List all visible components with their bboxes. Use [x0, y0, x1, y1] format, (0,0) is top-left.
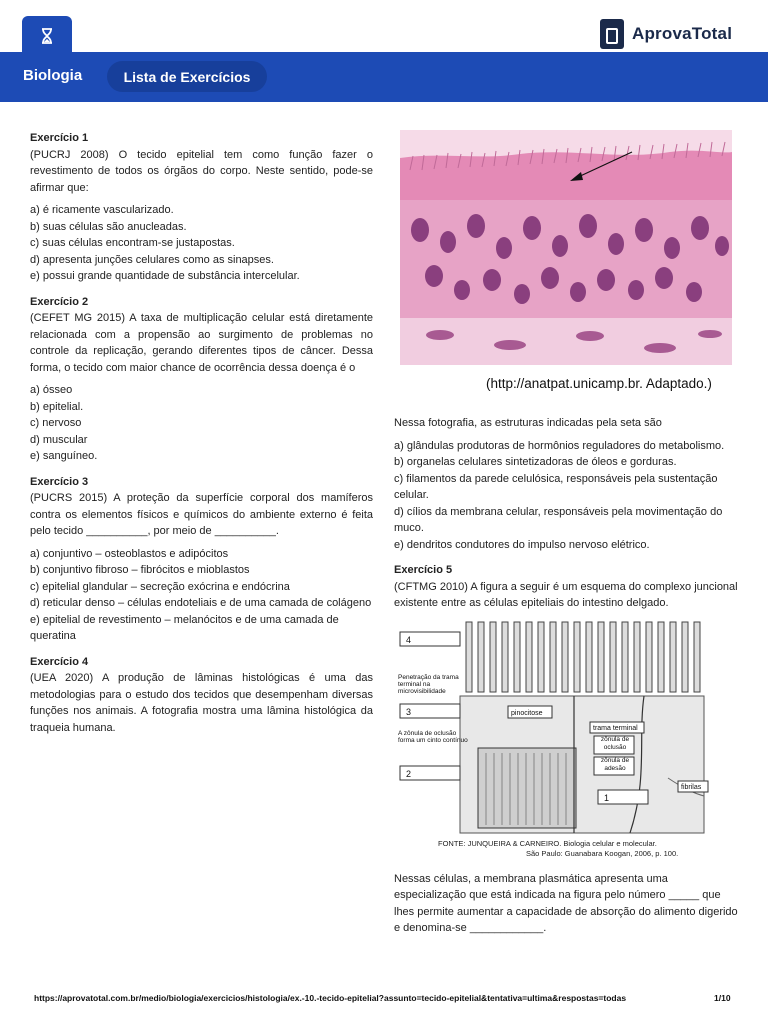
- right-column: [394, 130, 739, 946]
- exercise-5: [394, 562, 739, 937]
- option: a) glândulas produtoras de hormônios reguladores do metabolismo.: [394, 439, 725, 452]
- option: c) nervoso: [30, 417, 82, 429]
- option: d) apresenta junções celulares como as sinapses.: [30, 253, 274, 266]
- exercise-title: Exercício 5: [394, 564, 453, 576]
- label-zonula-oclusao-cinto: A zônula de oclusão forma um cinto contínuo: [398, 729, 468, 744]
- exercise-list-tab[interactable]: Lista de Exercícios: [107, 61, 267, 92]
- exercise-statement: (CEFET MG 2015) A taxa de multiplicação celular está diretamente relacionada com a propensão ao surgimento de problemas no controle da replicação, gerando diferentes tipos de câncer. Dessa forma, o tecido com maior chance de ocorrência dessa doença é o: [30, 312, 373, 374]
- option: c) filamentos da parede celulósica, responsáveis pela sustentação celular.: [394, 472, 718, 501]
- exercise-4: [30, 654, 373, 737]
- option: a) ósseo: [30, 384, 73, 396]
- label-fibrilas: fibrilas: [681, 783, 702, 791]
- option: c) suas células encontram-se justapostas.: [30, 237, 235, 249]
- option: d) reticular denso – células endoteliais e de uma camada de colágeno: [30, 597, 372, 609]
- option: d) cílios da membrana celular, responsáveis pela movimentação do muco.: [394, 505, 723, 534]
- diagram-box-4: 4: [406, 634, 412, 645]
- exercise-title: Exercício 4: [30, 655, 89, 668]
- left-column: [30, 130, 373, 745]
- page-header: [0, 0, 768, 102]
- option: c) epitelial glandular – secreção exócrina e endócrina: [30, 580, 290, 593]
- page-number: 1/10: [714, 993, 731, 1003]
- option: b) suas células são anucleadas.: [30, 220, 187, 233]
- diagram-source-line-2: São Paulo: Guanabara Koogan, 2006, p. 100.: [526, 848, 679, 858]
- option: b) epitelial.: [30, 400, 84, 413]
- exercise-statement: (UEA 2020) A produção de lâminas histológicas é uma das metodologias para o estudo dos tecidos que desempenham diversas funções nos animais. A fotografia mostra uma lâmina histológica da traqueia humana.: [30, 672, 373, 734]
- diagram-box-2: 2: [406, 768, 412, 779]
- photo-caption: (http://anatpat.unicamp.br. Adaptado.): [486, 376, 712, 391]
- exercise-title: Exercício 2: [30, 295, 89, 308]
- exercise-title: Exercício 3: [30, 475, 89, 488]
- option: e) sanguíneo.: [30, 450, 98, 462]
- junctional-complex-diagram: [398, 618, 710, 863]
- exercise-statement: (CFTMG 2010) A figura a seguir é um esquema do complexo juncional existente entre as células epiteliais do intestino delgado.: [394, 580, 738, 609]
- brand-logo-icon: [600, 19, 624, 49]
- trachea-micrograph-image: [400, 130, 732, 365]
- option: e) possui grande quantidade de substância intercelular.: [30, 270, 300, 282]
- diagram-source-line-1: FONTE: JUNQUEIRA & CARNEIRO. Biologia celular e molecular.: [438, 838, 657, 848]
- label-pinocitose: pinocitose: [511, 709, 543, 717]
- label-penetracao: Penetração da trama terminal na microvisibilidade: [398, 673, 459, 695]
- label-trama-terminal: trama terminal: [593, 724, 638, 732]
- hourglass-tab[interactable]: [22, 16, 72, 56]
- exercise-statement: (PUCRJ 2008) O tecido epitelial tem como função fazer o revestimento de todos os órgãos do corpo. Neste sentido, pode-se afirmar que:: [30, 148, 373, 194]
- hourglass-icon: [40, 28, 54, 44]
- diagram-box-3: 3: [406, 706, 412, 717]
- exercise-question: Nessa fotografia, as estruturas indicadas pela seta são: [394, 417, 662, 429]
- option: d) muscular: [30, 433, 88, 446]
- label-zonula-adesao: zônula de adesão: [600, 756, 630, 772]
- exercise-5-question: Nessas células, a membrana plasmática apresenta uma especialização que está indicada na figura pelo número _____ que lhes permite aumentar a capacidade de absorção do alimento digerido e denomina-se ____________.: [394, 872, 738, 934]
- brand-name: AprovaTotal: [632, 24, 733, 43]
- diagram-box-1: 1: [604, 792, 610, 803]
- option: b) organelas celulares sintetizadoras de óleos e gorduras.: [394, 456, 677, 468]
- brand-logo[interactable]: [600, 18, 732, 50]
- exercise-4-continuation: [394, 415, 739, 553]
- option: e) epitelial de revestimento – melanócitos e de uma camada de queratina: [30, 613, 339, 642]
- exercise-statement: (PUCRS 2015) A proteção da superfície corporal dos mamíferos contra os elementos físicos e químicos do ambiente externo é feita pelo tecido __________, por meio de __________.: [30, 492, 373, 537]
- exercise-3: [30, 474, 373, 645]
- exercise-title: Exercício 1: [30, 132, 89, 144]
- label-zonula-oclusao: zônula de oclusão: [600, 735, 630, 751]
- trachea-photo-block: [394, 130, 739, 415]
- option: a) é ricamente vascularizado.: [30, 204, 174, 216]
- subject-link[interactable]: Biologia: [23, 67, 83, 84]
- exercise-1: [30, 130, 373, 285]
- footer-url[interactable]: https://aprovatotal.com.br/medio/biologia/exercicios/histologia/ex.-10.-tecido-epitelial?assunto=tecido-epitelial&tentativa=ultima&respostas=todas: [34, 993, 627, 1003]
- option: b) conjuntivo fibroso – fibrócitos e mioblastos: [30, 564, 250, 576]
- exercise-2: [30, 294, 373, 465]
- option: a) conjuntivo – osteoblastos e adipócitos: [30, 547, 229, 560]
- option: e) dendritos condutores do impulso nervoso elétrico.: [394, 538, 650, 551]
